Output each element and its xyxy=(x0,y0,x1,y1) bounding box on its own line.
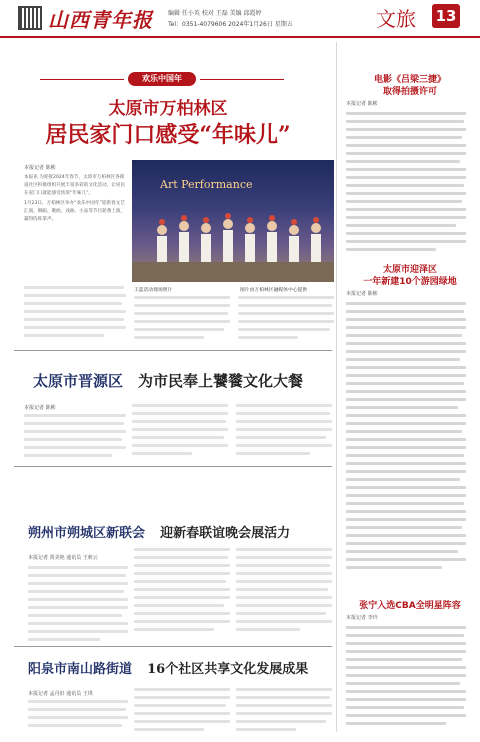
text-line-placeholder xyxy=(238,304,332,307)
text-line-placeholder xyxy=(24,326,126,329)
text-line-placeholder xyxy=(28,630,128,633)
text-line-placeholder xyxy=(24,302,122,305)
lead-paragraph: 1月23日，万柏林区举办“欢乐中国年”迎新春文艺汇演，舞蹈、歌曲、戏曲、小品等节目轮番上演，赢得阵阵掌声。 xyxy=(24,201,126,222)
photo-caption-left: 王蓝活动现场照片 xyxy=(134,288,173,293)
text-line-placeholder xyxy=(236,620,332,623)
text-line-placeholder xyxy=(134,548,230,551)
text-line-placeholder xyxy=(346,342,466,345)
text-line-placeholder xyxy=(134,620,230,623)
text-line-placeholder xyxy=(24,318,124,321)
lead-paragraph: 本报讯 为迎接2024年春节，太原市万柏林区各街道社区积极组织开展丰富多彩的文化活动，让居民在家门口就能感受浓浓“年味儿”。 xyxy=(24,175,126,196)
text-line-placeholder xyxy=(28,708,126,711)
story3-byline: 本报记者 贾美艳 通讯员 王莉云 xyxy=(28,555,98,561)
pill-line-left xyxy=(40,79,124,80)
text-line-placeholder xyxy=(236,720,326,723)
text-line-placeholder xyxy=(24,286,124,289)
page-number-badge: 13 xyxy=(432,4,460,28)
lead-byline: 本报记者 陈彬 xyxy=(24,165,56,171)
photo-stage-text: Art Performance xyxy=(160,178,253,191)
story3-headline-group xyxy=(28,522,290,541)
masthead-rule xyxy=(0,36,480,38)
text-line-placeholder xyxy=(346,502,464,505)
text-line-placeholder xyxy=(134,688,230,691)
text-line-placeholder xyxy=(346,232,466,235)
text-line-placeholder xyxy=(24,334,104,337)
section-rule xyxy=(14,350,332,351)
text-line-placeholder xyxy=(346,518,466,521)
text-line-placeholder xyxy=(346,642,466,645)
text-line-placeholder xyxy=(132,420,226,423)
text-line-placeholder xyxy=(236,564,330,567)
text-line-placeholder xyxy=(134,628,214,631)
cba-byline: 本报记者 李玲 xyxy=(346,615,378,621)
story2-headline-group xyxy=(0,370,336,391)
masthead-info-line2: Tel：0351-4079606 2024年1月26日 星期五 xyxy=(168,21,293,28)
section-rule xyxy=(14,466,332,467)
pill-line-right xyxy=(200,79,284,80)
story2-headline: 为市民奉上饕餮文化大餐 xyxy=(138,372,304,390)
text-line-placeholder xyxy=(238,328,330,331)
story3-kicker: 朔州市朔城区新联会 xyxy=(28,526,146,541)
text-line-placeholder xyxy=(346,470,466,473)
text-line-placeholder xyxy=(28,700,128,703)
text-line-placeholder xyxy=(134,696,230,699)
text-line-placeholder xyxy=(134,720,230,723)
text-line-placeholder xyxy=(236,704,332,707)
film-title-line2: 取得拍摄许可 xyxy=(382,87,437,97)
text-line-placeholder xyxy=(236,604,332,607)
text-line-placeholder xyxy=(236,428,332,431)
text-line-placeholder xyxy=(346,430,462,433)
yingze-title-line2: 一年新建10个游园绿地 xyxy=(363,277,457,287)
text-line-placeholder xyxy=(236,412,330,415)
text-line-placeholder xyxy=(346,366,466,369)
text-line-placeholder xyxy=(346,208,466,211)
story2-byline: 本报记者 陈彬 xyxy=(24,405,56,411)
text-line-placeholder xyxy=(346,398,466,401)
text-line-placeholder xyxy=(346,462,466,465)
banner-pill: 欢乐中国年 xyxy=(128,72,196,86)
qr-code-icon xyxy=(18,6,42,30)
text-line-placeholder xyxy=(24,310,126,313)
text-line-placeholder xyxy=(346,714,466,717)
text-line-placeholder xyxy=(238,320,334,323)
text-line-placeholder xyxy=(236,444,332,447)
text-line-placeholder xyxy=(346,626,466,629)
text-line-placeholder xyxy=(24,454,112,457)
text-line-placeholder xyxy=(134,556,228,559)
text-line-placeholder xyxy=(346,216,466,219)
text-line-placeholder xyxy=(346,248,436,251)
text-line-placeholder xyxy=(238,336,298,339)
text-line-placeholder xyxy=(346,144,466,147)
text-line-placeholder xyxy=(346,534,466,537)
text-line-placeholder xyxy=(236,452,310,455)
text-line-placeholder xyxy=(346,224,456,227)
text-line-placeholder xyxy=(236,556,332,559)
text-line-placeholder xyxy=(28,638,100,641)
text-line-placeholder xyxy=(28,716,128,719)
text-line-placeholder xyxy=(346,558,466,561)
text-line-placeholder xyxy=(346,310,464,313)
text-line-placeholder xyxy=(28,590,124,593)
lead-body xyxy=(24,174,126,224)
text-line-placeholder xyxy=(346,682,460,685)
text-line-placeholder xyxy=(346,350,466,353)
text-line-placeholder xyxy=(24,446,126,449)
text-line-placeholder xyxy=(238,296,334,299)
text-line-placeholder xyxy=(28,724,122,727)
column-divider xyxy=(336,42,337,732)
text-line-placeholder xyxy=(24,430,126,433)
text-line-placeholder xyxy=(132,436,224,439)
text-line-placeholder xyxy=(346,200,462,203)
text-line-placeholder xyxy=(236,612,326,615)
text-line-placeholder xyxy=(346,120,464,123)
text-line-placeholder xyxy=(346,192,466,195)
text-line-placeholder xyxy=(134,564,230,567)
text-line-placeholder xyxy=(346,438,466,441)
text-line-placeholder xyxy=(132,428,228,431)
text-line-placeholder xyxy=(346,334,462,337)
text-line-placeholder xyxy=(236,580,332,583)
text-line-placeholder xyxy=(346,152,466,155)
story4-kicker: 阳泉市南山路街道 xyxy=(28,662,133,677)
text-line-placeholder xyxy=(346,542,466,545)
text-line-placeholder xyxy=(236,712,332,715)
text-line-placeholder xyxy=(132,452,192,455)
text-line-placeholder xyxy=(24,422,124,425)
story4-headline-group xyxy=(28,658,308,677)
text-line-placeholder xyxy=(346,240,466,243)
text-line-placeholder xyxy=(134,604,224,607)
text-line-placeholder xyxy=(346,160,460,163)
text-line-placeholder xyxy=(28,582,128,585)
text-line-placeholder xyxy=(346,382,464,385)
text-line-placeholder xyxy=(28,606,128,609)
section-rule xyxy=(14,646,332,647)
text-line-placeholder xyxy=(134,304,230,307)
text-line-placeholder xyxy=(134,712,230,715)
text-line-placeholder xyxy=(346,176,466,179)
text-line-placeholder xyxy=(24,294,126,297)
film-byline: 本报记者 陈彬 xyxy=(346,101,378,107)
text-line-placeholder xyxy=(346,486,466,489)
text-line-placeholder xyxy=(346,136,462,139)
text-line-placeholder xyxy=(346,478,460,481)
text-line-placeholder xyxy=(346,184,464,187)
lead-headline: 居民家门口感受“年味儿” xyxy=(45,122,291,148)
text-line-placeholder xyxy=(134,596,230,599)
text-line-placeholder xyxy=(132,404,228,407)
text-line-placeholder xyxy=(236,596,332,599)
text-line-placeholder xyxy=(132,444,228,447)
text-line-placeholder xyxy=(346,128,466,131)
text-line-placeholder xyxy=(346,168,466,171)
text-line-placeholder xyxy=(346,112,466,115)
text-line-placeholder xyxy=(346,650,466,653)
text-line-placeholder xyxy=(236,404,332,407)
text-line-placeholder xyxy=(346,422,466,425)
text-line-placeholder xyxy=(28,598,128,601)
text-line-placeholder xyxy=(24,438,122,441)
text-line-placeholder xyxy=(346,666,466,669)
text-line-placeholder xyxy=(346,318,466,321)
text-line-placeholder xyxy=(134,612,230,615)
text-line-placeholder xyxy=(134,580,226,583)
text-line-placeholder xyxy=(24,414,126,417)
text-line-placeholder xyxy=(346,722,446,725)
text-line-placeholder xyxy=(346,374,466,377)
text-line-placeholder xyxy=(236,548,332,551)
text-line-placeholder xyxy=(346,566,442,569)
text-line-placeholder xyxy=(134,296,230,299)
text-line-placeholder xyxy=(134,336,204,339)
paper-name-logo: 山西青年报 xyxy=(48,8,153,32)
text-line-placeholder xyxy=(28,622,128,625)
text-line-placeholder xyxy=(134,312,228,315)
text-line-placeholder xyxy=(236,696,330,699)
text-line-placeholder xyxy=(236,420,332,423)
text-line-placeholder xyxy=(236,728,296,731)
text-line-placeholder xyxy=(346,494,466,497)
yingze-title-line1: 太原市迎泽区 xyxy=(382,265,437,275)
text-line-placeholder xyxy=(346,358,460,361)
text-line-placeholder xyxy=(346,390,466,393)
text-line-placeholder xyxy=(346,690,466,693)
text-line-placeholder xyxy=(236,572,332,575)
text-line-placeholder xyxy=(346,302,466,305)
text-line-placeholder xyxy=(346,406,458,409)
text-line-placeholder xyxy=(346,698,466,701)
text-line-placeholder xyxy=(346,674,466,677)
text-line-placeholder xyxy=(346,550,458,553)
masthead xyxy=(0,0,480,36)
text-line-placeholder xyxy=(346,326,466,329)
text-line-placeholder xyxy=(346,510,466,513)
text-line-placeholder xyxy=(236,588,328,591)
text-line-placeholder xyxy=(134,328,224,331)
text-line-placeholder xyxy=(134,704,226,707)
text-line-placeholder xyxy=(28,574,126,577)
text-line-placeholder xyxy=(346,526,462,529)
performers-illustration xyxy=(132,200,334,282)
event-photo xyxy=(132,160,334,282)
text-line-placeholder xyxy=(132,412,228,415)
text-line-placeholder xyxy=(134,588,230,591)
text-line-placeholder xyxy=(346,706,464,709)
cba-title: 张宁入选CBA全明星阵容 xyxy=(359,601,461,611)
text-line-placeholder xyxy=(236,436,326,439)
text-line-placeholder xyxy=(346,414,466,417)
text-line-placeholder xyxy=(134,572,230,575)
text-line-placeholder xyxy=(346,634,464,637)
text-line-placeholder xyxy=(346,446,466,449)
masthead-info-line1: 编辑 任小英 校对 王磊 美编 邱霞婷 xyxy=(168,10,262,17)
text-line-placeholder xyxy=(238,312,334,315)
text-line-placeholder xyxy=(134,728,204,731)
yingze-byline: 本报记者 陈彬 xyxy=(346,291,378,297)
lead-kicker: 太原市万柏林区 xyxy=(108,99,228,119)
text-line-placeholder xyxy=(28,566,128,569)
text-line-placeholder xyxy=(28,614,122,617)
story4-byline: 本报记者 孟丹旧 通讯员 王琪 xyxy=(28,691,93,697)
text-line-placeholder xyxy=(346,454,464,457)
film-title-line1: 电影《吕梁三捷》 xyxy=(373,75,446,85)
text-line-placeholder xyxy=(134,320,230,323)
text-line-placeholder xyxy=(236,628,300,631)
photo-caption-right: 图片由万柏林区融媒体中心提供 xyxy=(240,288,308,293)
story4-headline: 16个社区共享文化发展成果 xyxy=(147,662,309,677)
text-line-placeholder xyxy=(346,658,462,661)
text-line-placeholder xyxy=(236,688,332,691)
section-label: 文旅 xyxy=(376,7,416,31)
story2-kicker: 太原市晋源区 xyxy=(32,372,123,390)
story3-headline: 迎新春联谊晚会展活力 xyxy=(160,526,291,541)
